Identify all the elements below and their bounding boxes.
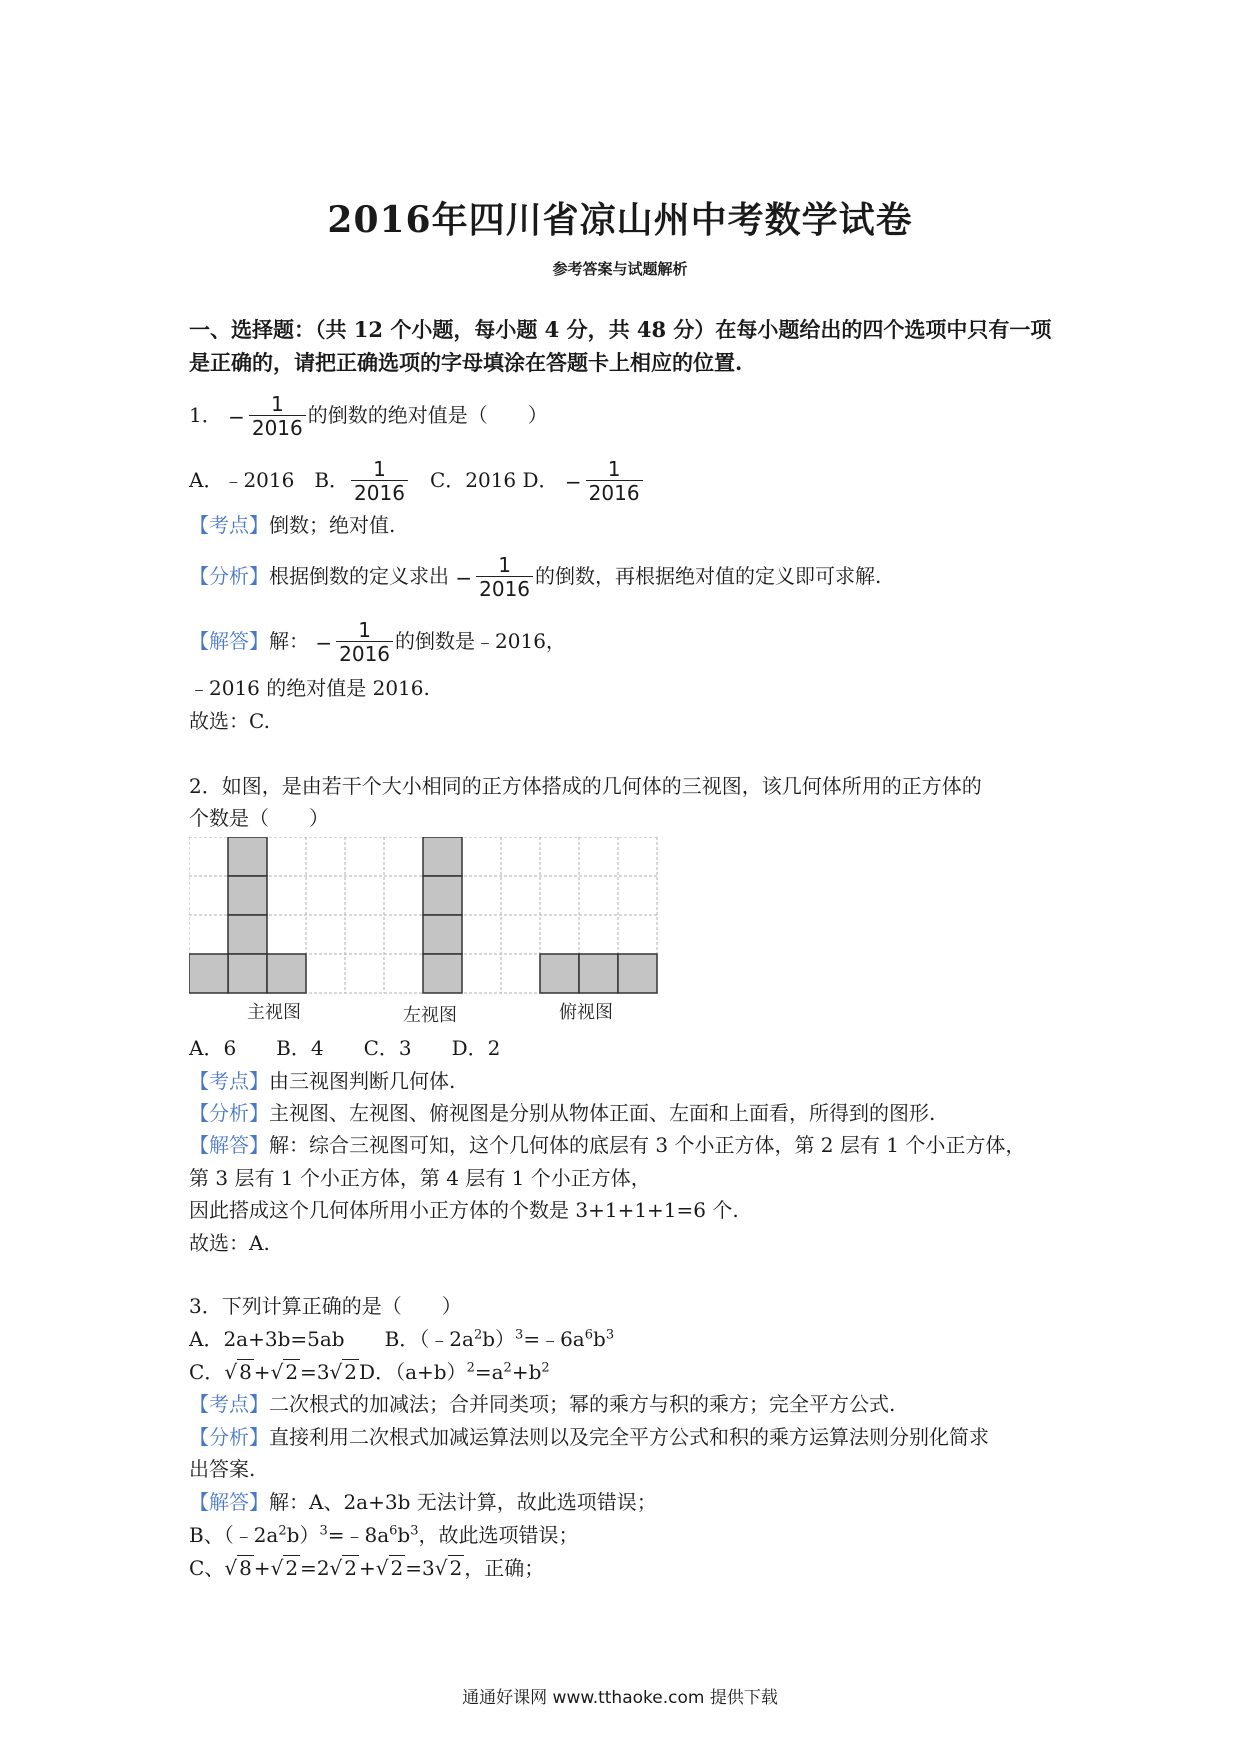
q2-jieda: 【解答】解：综合三视图可知，这个几何体的底层有 3 个小正方体，第 2 层有 1 个小正方体， [189,1133,1026,1157]
cube-square [540,954,579,993]
page-subtitle: 参考答案与试题解析 [552,260,688,278]
q1-guxuan: 故选：C. [189,709,270,733]
fraction: $\frac{1}{2016}$ [351,458,408,505]
q1-stem: 1． − $\frac{1}{2016}$ 的倒数的绝对值是（ ） [189,392,548,440]
q1-options: A．﹣2016 B． $\frac{1}{2016}$ C．2016 D． − $\frac{1}{2016}$ [189,458,645,505]
q2-options: A．6 B．4 C．3 D．2 [189,1036,501,1060]
cube-square [423,915,462,954]
q1-jieda: 【解答】解： − $\frac{1}{2016}$ 的倒数是﹣2016， [189,618,566,666]
q2-guxuan: 故选：A. [189,1231,270,1255]
three-view-figure [189,837,659,1031]
view-label-top: 俯视图 [559,1002,613,1023]
cube-square [618,954,657,993]
fraction: $\frac{1}{2016}$ [336,619,393,666]
q2-jieda-line3: 因此搭成这个几何体所用小正方体的个数是 3+1+1+1=6 个. [189,1198,739,1222]
cube-square [228,837,267,876]
cube-square [228,876,267,915]
view-label-main: 主视图 [247,1002,301,1023]
fraction: $\frac{1}{2016}$ [586,458,643,505]
q3-fenxi-line2: 出答案. [189,1457,256,1481]
page-title: 2016年四川省凉山州中考数学试卷 [327,199,913,241]
fraction: $\frac{1}{2016}$ [476,554,533,601]
q2-fenxi: 【分析】主视图、左视图、俯视图是分别从物体正面、左面和上面看，所得到的图形. [189,1101,936,1125]
section-header-line2: 是正确的，请把正确选项的字母填涂在答题卡上相应的位置. [189,350,743,375]
q3-stem: 3．下列计算正确的是（ ） [189,1294,462,1318]
q3-kaodian: 【考点】二次根式的加减法；合并同类项；幂的乘方与积的乘方；完全平方公式. [189,1392,896,1416]
q3-options-ab: A．2a+3b=5ab B．$(﹣2a^2b)^3=﹣6a^6b^3$ [189,1327,615,1351]
q2-stem-line1: 2．如图，是由若干个大小相同的正方体搭成的几何体的三视图，该几何体所用的正方体的 [189,774,982,798]
q3-jieda-c: C、√ 8 +√ 2 =2√ 2 +√ 2 =3√ 2 ，正确； [189,1556,545,1580]
q1-kaodian: 【考点】倒数；绝对值. [189,513,396,537]
q2-jieda-line2: 第 3 层有 1 个小正方体，第 4 层有 1 个小正方体， [189,1166,651,1190]
q3-options-cd: C．√ 8 +√ 2 =3√ 2 D．$(a+b)^2=a^2+b^2$ [189,1360,550,1384]
cube-square [189,954,228,993]
q1-jieda-line2: ﹣2016 的绝对值是 2016. [189,676,430,700]
q2-kaodian: 【考点】由三视图判断几何体. [189,1069,456,1093]
three-view-diagram [189,837,659,1027]
cube-square [228,954,267,993]
q3-jieda: 【解答】解：A、2a+3b 无法计算，故此选项错误； [189,1490,657,1514]
cube-square [423,876,462,915]
cube-square [423,954,462,993]
cube-square [579,954,618,993]
cube-square [423,837,462,876]
q3-fenxi: 【分析】直接利用二次根式加减运算法则以及完全平方公式和积的乘方运算法则分别化简求 [189,1425,989,1449]
page-footer: 通通好课网 www.tthaoke.com 提供下载 [462,1688,778,1708]
q1-fenxi: 【分析】根据倒数的定义求出 − $\frac{1}{2016}$ 的倒数，再根据绝对值的定义即可求解. [189,553,882,601]
fraction: $\frac{1}{2016}$ [249,393,306,440]
q3-jieda-b: B、$(﹣2a^2b)^3=﹣8a^6b^3$，故此选项错误； [189,1523,579,1547]
cube-square [267,954,306,993]
q2-stem-line2: 个数是（ ） [189,806,329,830]
cube-square [228,915,267,954]
section-header-line1: 一、选择题：（共 12 个小题，每小题 4 分，共 48 分）在每小题给出的四个选项中只有一项 [189,317,1052,342]
view-label-left: 左视图 [403,1005,457,1026]
